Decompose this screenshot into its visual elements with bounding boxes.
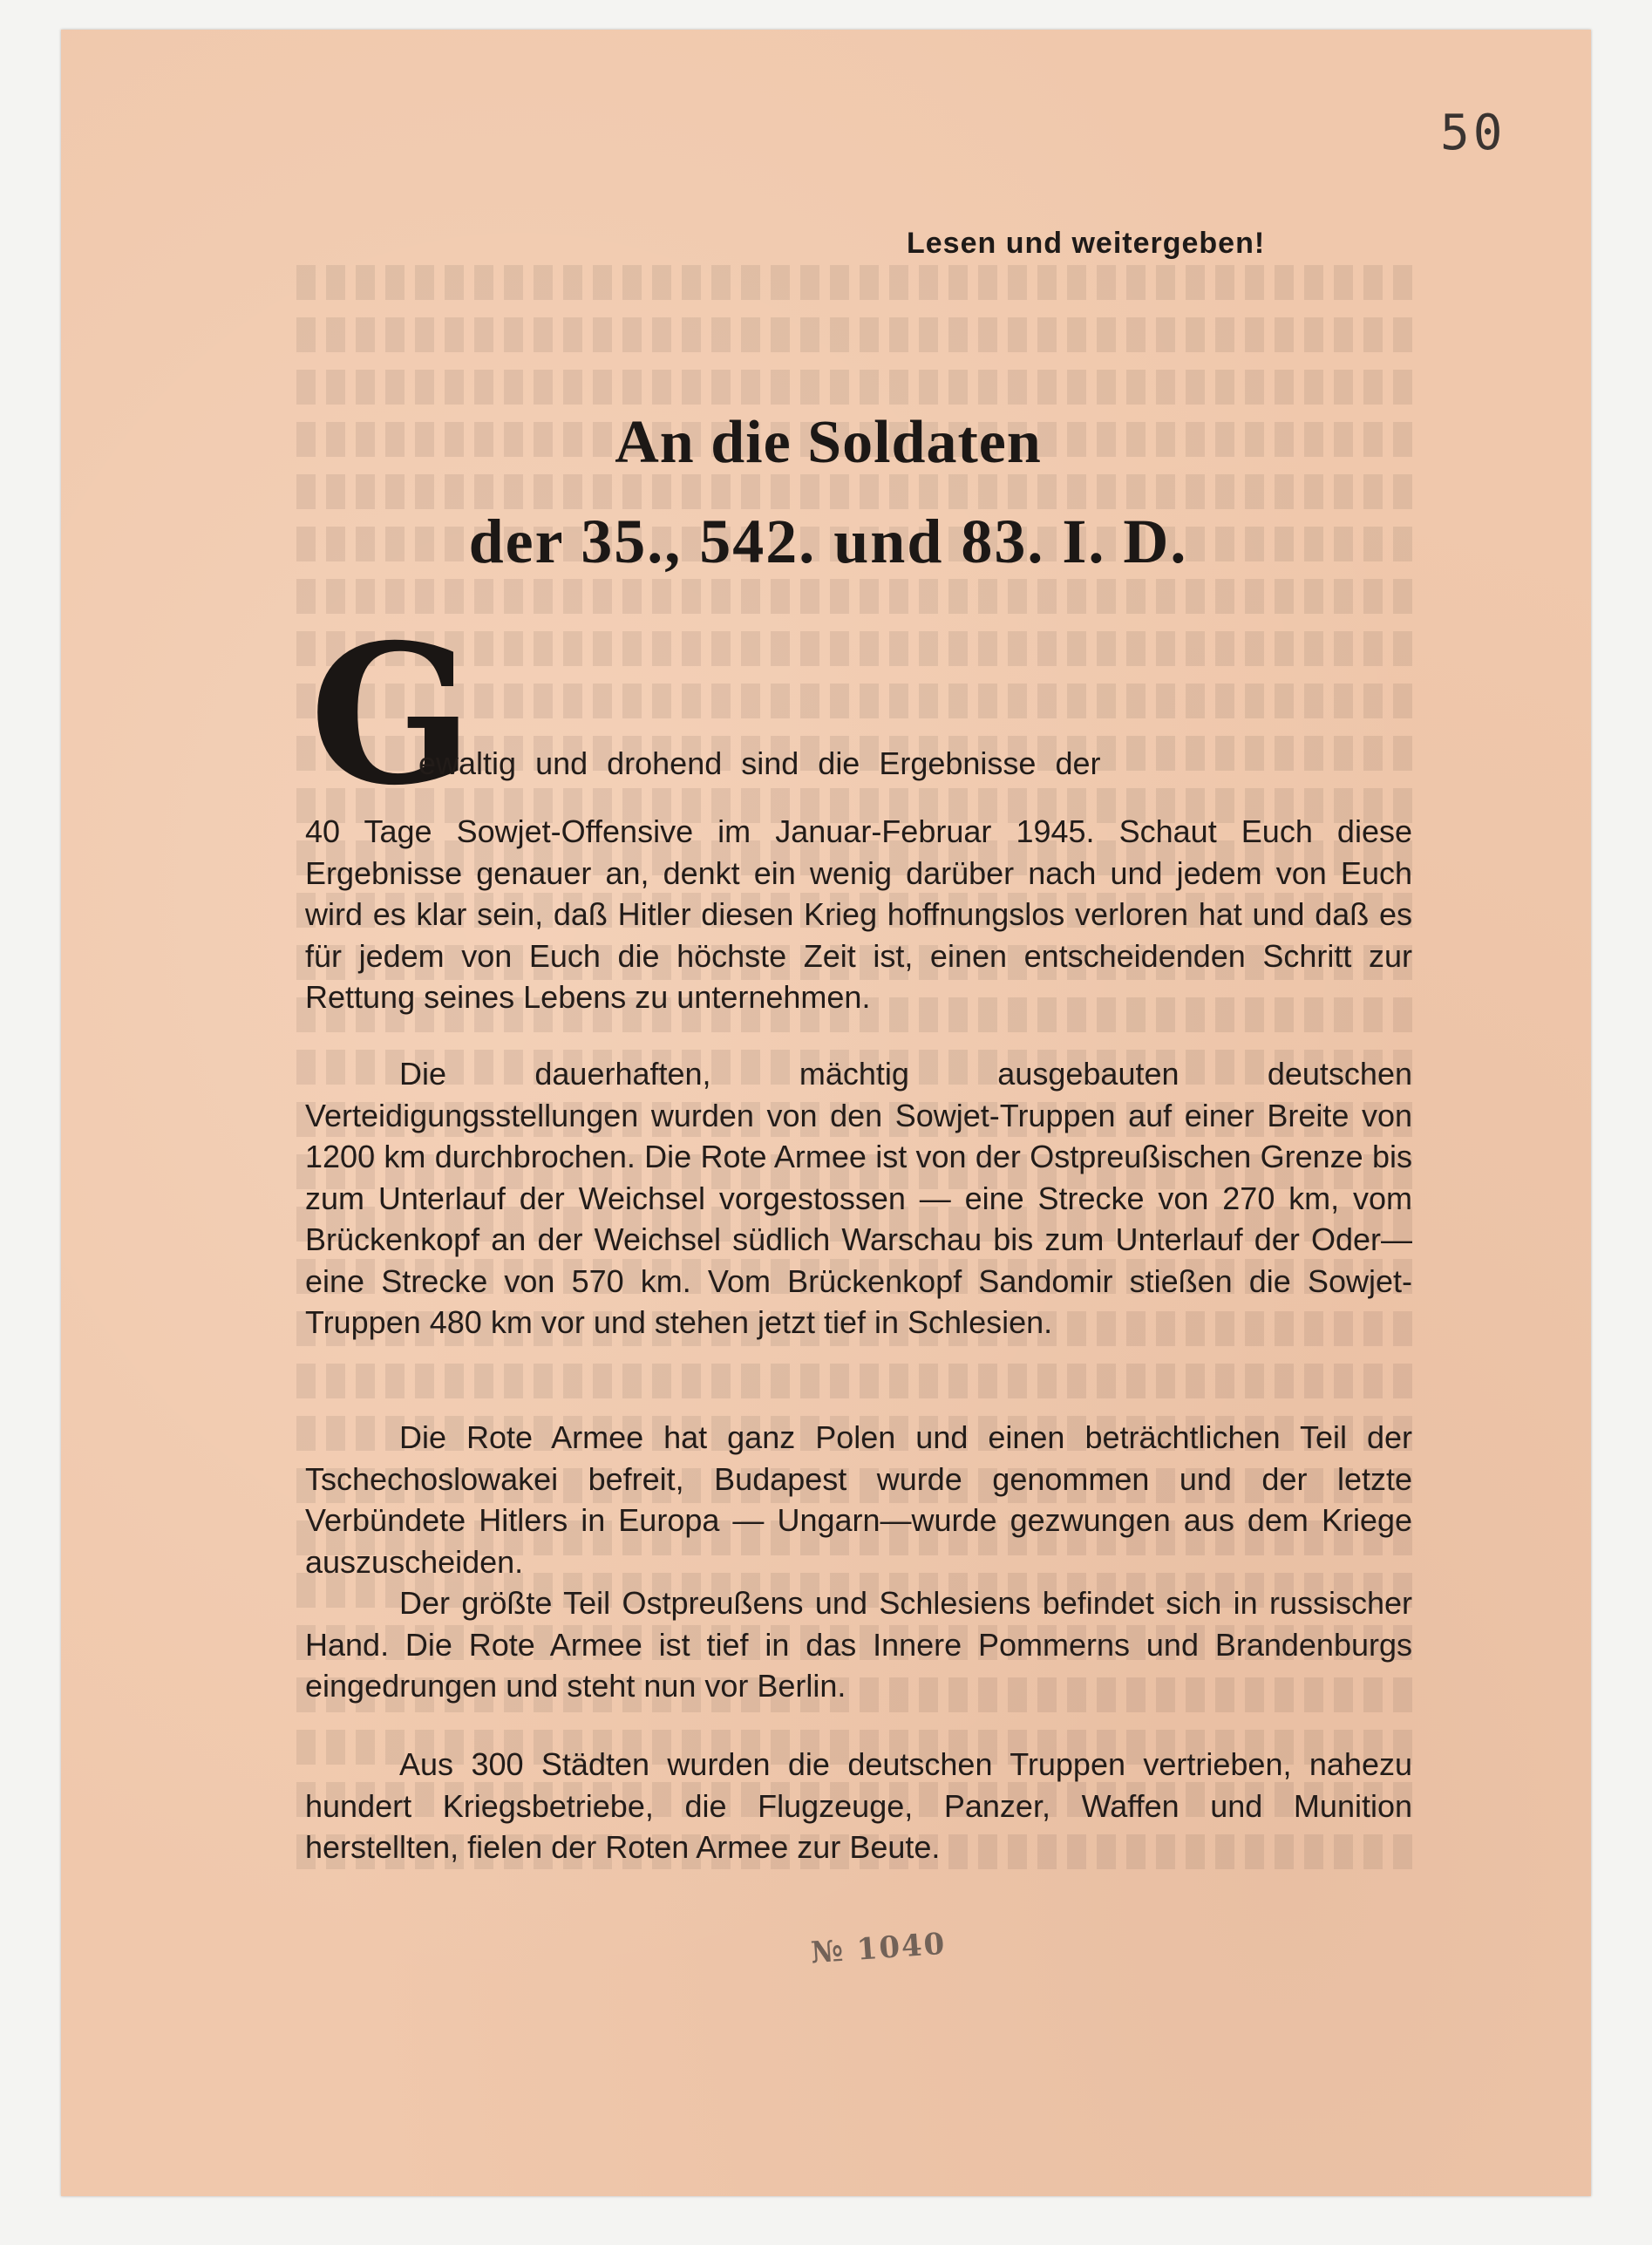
paragraph-4	[305, 1582, 1412, 1707]
paragraph-text: Die Rote Armee hat ganz Polen und einen beträchtlichen Teil der Tschechoslowakei befreit, Budapest wurde genommen und der letzte Verbündete Hitlers in Europa — Ungarn—wurde gezwungen aus dem Kriege auszuscheiden.	[305, 1419, 1412, 1580]
paragraph-text: 40 Tage Sowjet-Offensive im Januar-Februar 1945. Schaut Euch diese Ergebnisse genauer an, denkt ein wenig darüber nach und jedem von Euch wird es klar sein, daß Hitler diesen Krieg hoffnungslos verloren hat und daß es für jedem von Euch die höchste Zeit ist, einen entscheidenden Schritt zur Rettung seines Lebens zu unternehmen.	[305, 813, 1412, 1015]
paragraph-1	[305, 811, 1412, 1018]
drop-cap: G	[309, 602, 473, 827]
paragraph-text: Aus 300 Städten wurden die deutschen Truppen vertrieben, nahezu hundert Kriegsbetriebe, die Flugzeuge, Panzer, Waffen und Munition herstellten, fielen der Roten Armee zur Beute.	[305, 1746, 1412, 1865]
page-number: 50	[1440, 105, 1506, 161]
paragraph-2	[305, 1053, 1412, 1344]
first-line: ewaltig und drohend sind die Ergebnisse der	[418, 745, 1101, 781]
paragraph-text: Der größte Teil Ostpreußens und Schlesiens befindet sich in russischer Hand. Die Rote Armee ist tief in das Innere Pommerns und Brandenburgs eingedrungen und steht nun vor Berlin.	[305, 1585, 1412, 1704]
title-line-2: der 35., 542. und 83. I. D.	[468, 507, 1188, 576]
archive-stamp: № 1040	[809, 1926, 948, 1971]
paragraph-3	[305, 1417, 1412, 1582]
paragraph-5	[305, 1744, 1412, 1868]
title-line-1: An die Soldaten	[615, 409, 1042, 476]
paragraph-text: Die dauerhaften, mächtig ausgebauten deutschen Verteidigungsstellungen wurden von den Sowjet-Truppen auf einer Breite von 1200 km durchbrochen. Die Rote Armee ist von der Ostpreußischen Grenze bis zum Unterlauf der Weichsel vorgestossen — eine Strecke von 270 km, vom Brückenkopf an der Weichsel südlich Warschau bis zum Unterlauf der Oder—eine Strecke von 570 km. Vom Brückenkopf Sandomir stießen die Sowjet-Truppen 480 km vor und stehen jetzt tief in Schlesien.	[305, 1056, 1412, 1340]
tagline: Lesen und weitergeben!	[907, 227, 1266, 260]
